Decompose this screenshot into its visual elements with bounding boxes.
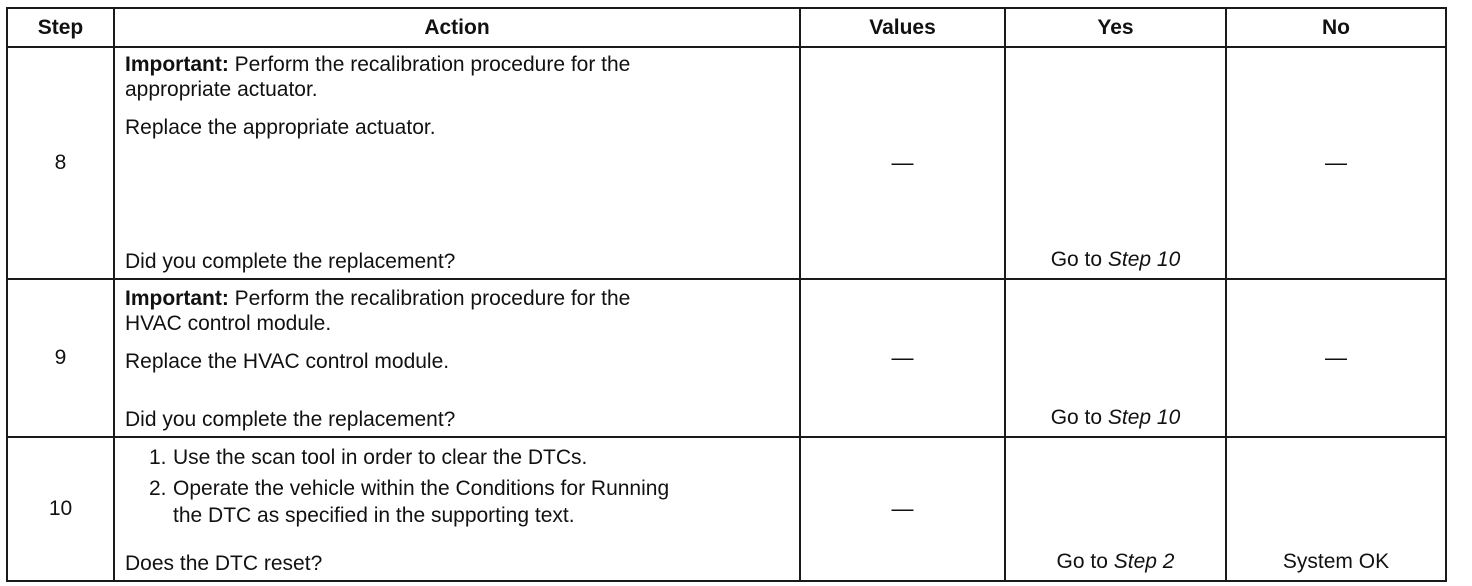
action-cell [114,437,800,581]
header-row [7,8,1446,47]
important-note [125,286,791,336]
yes-goto[interactable] [1006,248,1225,272]
values-cell: — [800,279,1005,437]
list-item [115,475,791,529]
important-text-line2: appropriate actuator. [125,78,318,101]
important-text-line2: HVAC control module. [125,312,332,335]
important-label: Important: [125,287,229,310]
yes-cell [1005,47,1226,279]
values-cell: — [800,47,1005,279]
procedure-list [115,444,791,529]
list-number: 2. [149,477,167,500]
question-text: Did you complete the replacement? [125,408,456,431]
no-cell: — [1226,279,1446,437]
action-cell [114,279,800,437]
goto-step-link[interactable]: Step 10 [1107,406,1181,429]
action-cell [114,47,800,279]
important-text-line1: Perform the recalibration procedure for the [228,287,631,310]
important-label: Important: [125,53,229,76]
header-values: Values [800,8,1005,47]
no-cell [1226,437,1446,581]
important-note [125,52,791,102]
step-number: 10 [7,437,114,581]
header-step: Step [7,8,114,47]
table-row-step-10 [7,437,1446,581]
header-yes: Yes [1005,8,1226,47]
diagnostic-table [6,7,1447,582]
table-row-step-8 [7,47,1446,279]
values-cell: — [800,437,1005,581]
important-text-line1: Perform the recalibration procedure for the [228,53,631,76]
goto-prefix: Go to [1050,248,1108,271]
step-number: 9 [7,279,114,437]
list-number: 1. [149,446,167,469]
list-item [115,444,791,471]
step-number: 8 [7,47,114,279]
yes-goto[interactable] [1006,406,1225,430]
no-result-text: System OK [1282,550,1390,573]
goto-step-link[interactable]: Step 10 [1107,248,1181,271]
yes-cell [1005,279,1226,437]
list-text: Use the scan tool in order to clear the DTCs. [173,446,588,469]
goto-step-link[interactable]: Step 2 [1113,550,1175,573]
no-cell: — [1226,47,1446,279]
instruction-text: Replace the appropriate actuator. [125,116,436,139]
goto-prefix: Go to [1050,406,1108,429]
header-no: No [1226,8,1446,47]
list-text-line2: the DTC as specified in the supporting text. [173,504,575,527]
question-text: Does the DTC reset? [125,552,323,575]
yes-goto[interactable] [1006,550,1225,574]
goto-prefix: Go to [1056,550,1114,573]
question-text: Did you complete the replacement? [125,250,456,273]
table-row-step-9 [7,279,1446,437]
header-action: Action [114,8,800,47]
yes-cell [1005,437,1226,581]
list-text-line1: Operate the vehicle within the Conditions for Running [173,477,670,500]
instruction-text: Replace the HVAC control module. [125,350,450,373]
